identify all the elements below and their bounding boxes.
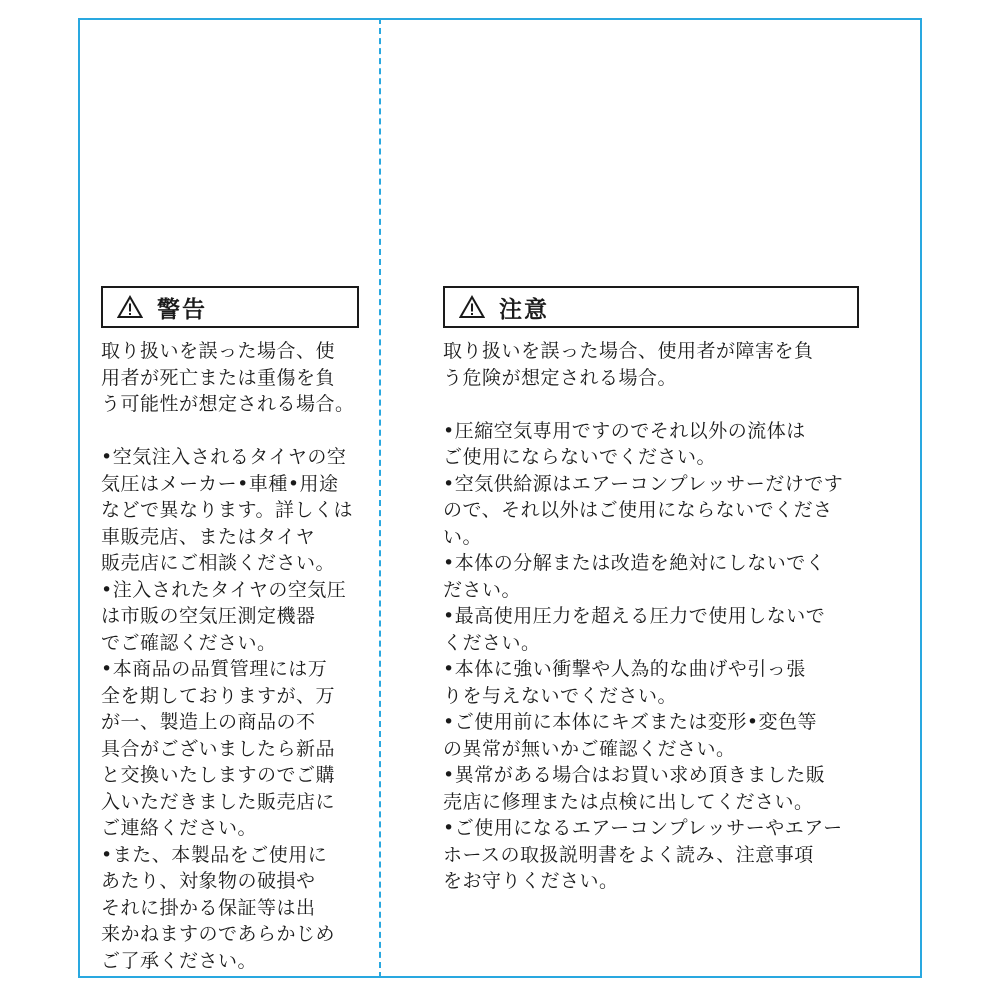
warning-item: •空気注入されるタイヤの空 気圧はメーカー•車種•用途 などで異なります。詳しくは 車販売店、またはタイヤ 販売店にご相談ください。 — [101, 446, 353, 574]
warning-heading — [101, 286, 359, 328]
warning-intro: 取り扱いを誤った場合、使 用者が死亡または重傷を負 う可能性が想定される場合。 — [101, 340, 355, 415]
caution-spacer — [443, 391, 859, 418]
trim-line-top — [78, 18, 922, 20]
trim-line-left — [78, 18, 80, 978]
warning-panel — [101, 286, 359, 974]
caution-heading-text: 注意 — [499, 296, 549, 323]
caution-item: •本体の分解または改造を絶対にしないでく ださい。 — [443, 552, 826, 601]
caution-item: •本体に強い衝撃や人為的な曲げや引っ張 りを与えないでください。 — [443, 658, 806, 707]
caution-item: •ご使用になるエアーコンプレッサーやエアー ホースの取扱説明書をよく読み、注意事項 をお守りください。 — [443, 817, 843, 892]
warning-item: •注入されたタイヤの空気圧 は市販の空気圧測定機器 でご確認ください。 — [101, 578, 347, 654]
caution-heading — [443, 286, 859, 328]
warning-item: •本商品の品質管理には万 全を期しておりますが、万 が一、製造上の商品の不 具合がございましたら新品 と交換いたしますのでご購 入いただきました販売店に ご連絡ください。 — [101, 658, 336, 839]
trim-line-bottom — [78, 976, 922, 978]
caution-item: •空気供給源はエアーコンプレッサーだけです ので、それ以外はご使用にならないでください。 — [443, 472, 844, 548]
caution-panel — [443, 286, 859, 895]
trim-line-right — [920, 18, 922, 978]
warning-triangle-icon — [117, 295, 143, 319]
fold-line — [379, 18, 381, 978]
caution-item: •異常がある場合はお買い求め頂きました販 売店に修理または点検に出してください。 — [443, 764, 826, 813]
caution-intro: 取り扱いを誤った場合、使用者が障害を負 う危険が想定される場合。 — [443, 340, 814, 389]
warning-body — [101, 338, 359, 974]
caution-body — [443, 338, 859, 895]
warning-spacer — [101, 418, 359, 445]
warning-heading-text: 警告 — [157, 296, 207, 323]
warning-triangle-icon — [459, 295, 485, 319]
caution-item: •最高使用圧力を超える圧力で使用しないで ください。 — [443, 605, 826, 654]
warning-item: •また、本製品をご使用に あたり、対象物の破損や それに掛かる保証等は出 来かねますのであらかじめ ご了承ください。 — [101, 843, 336, 972]
caution-item: •ご使用前に本体にキズまたは変形•変色等 の異常が無いかご確認ください。 — [443, 711, 818, 760]
caution-item: •圧縮空気専用ですのでそれ以外の流体は ご使用にならないでください。 — [443, 419, 806, 468]
